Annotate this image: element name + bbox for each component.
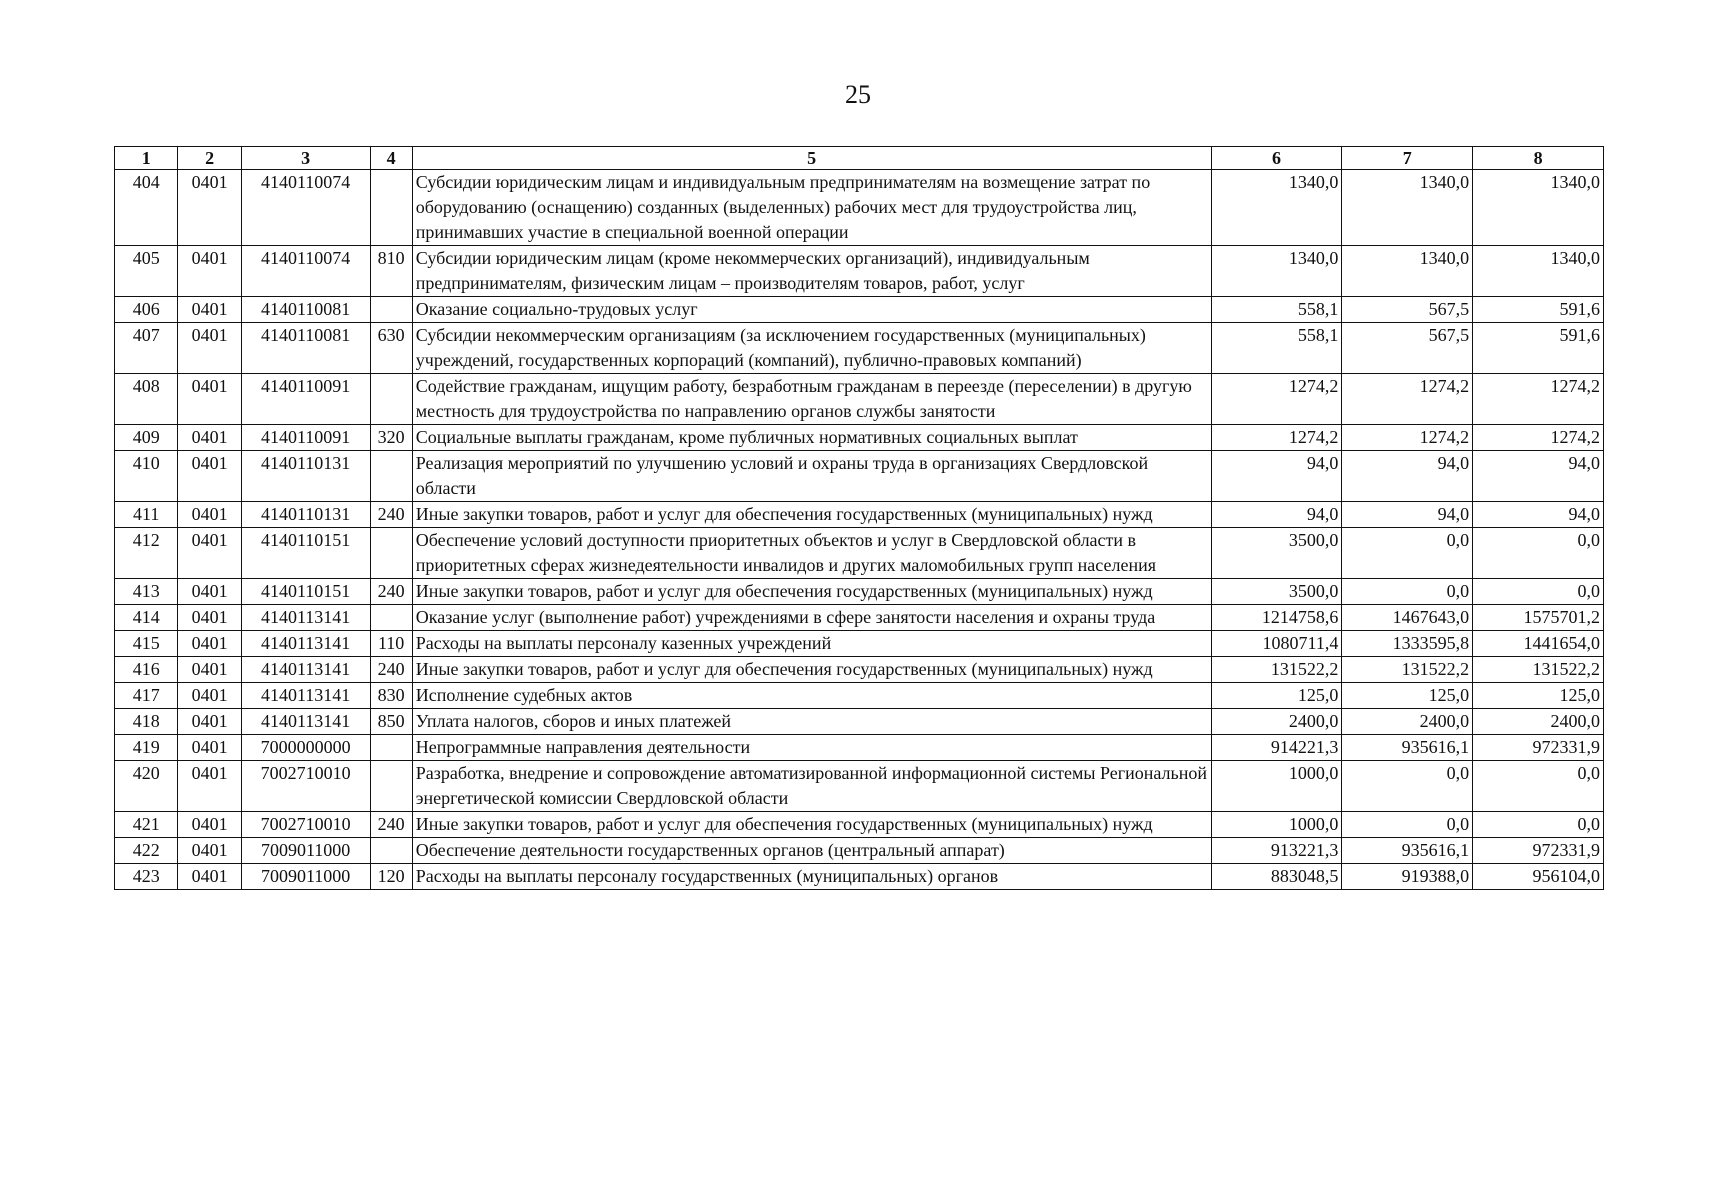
amount-col-6: 125,0: [1211, 683, 1342, 709]
section-code: 0401: [178, 425, 241, 451]
table-row: [115, 323, 1604, 374]
amount-col-6: 558,1: [1211, 323, 1342, 374]
amount-col-8: 0,0: [1473, 761, 1604, 812]
target-article-code: 7009011000: [241, 864, 370, 890]
expense-type-code: 240: [370, 579, 412, 605]
expense-type-code: [370, 761, 412, 812]
expense-type-code: 320: [370, 425, 412, 451]
amount-col-8: 0,0: [1473, 579, 1604, 605]
table-row: [115, 297, 1604, 323]
amount-col-7: 567,5: [1342, 297, 1473, 323]
row-description: Субсидии юридическим лицам и индивидуальным предпринимателям на возмещение затрат по оборудованию (оснащению) созданных (выделенных) рабочих мест для трудоустройства лиц, принимавших участие в специальной военной операции: [412, 170, 1211, 246]
amount-col-8: 1274,2: [1473, 425, 1604, 451]
section-code: 0401: [178, 838, 241, 864]
column-header: 5: [412, 147, 1211, 170]
table-row: [115, 657, 1604, 683]
amount-col-6: 1274,2: [1211, 374, 1342, 425]
target-article-code: 4140110151: [241, 528, 370, 579]
amount-col-8: 94,0: [1473, 451, 1604, 502]
amount-col-7: 567,5: [1342, 323, 1473, 374]
section-code: 0401: [178, 246, 241, 297]
table-body: [115, 170, 1604, 890]
table-row: [115, 709, 1604, 735]
table-row: [115, 761, 1604, 812]
section-code: 0401: [178, 735, 241, 761]
amount-col-8: 131522,2: [1473, 657, 1604, 683]
row-number: 413: [115, 579, 178, 605]
row-number: 421: [115, 812, 178, 838]
table-row: [115, 374, 1604, 425]
row-description: Субсидии юридическим лицам (кроме некоммерческих организаций), индивидуальным предпринимателям, физическим лицам – производителям товаров, работ, услуг: [412, 246, 1211, 297]
row-description: Непрограммные направления деятельности: [412, 735, 1211, 761]
amount-col-8: 1340,0: [1473, 170, 1604, 246]
expense-type-code: [370, 605, 412, 631]
amount-col-7: 1333595,8: [1342, 631, 1473, 657]
section-code: 0401: [178, 579, 241, 605]
target-article-code: 4140110091: [241, 425, 370, 451]
section-code: 0401: [178, 323, 241, 374]
amount-col-6: 1214758,6: [1211, 605, 1342, 631]
row-number: 406: [115, 297, 178, 323]
amount-col-8: 2400,0: [1473, 709, 1604, 735]
amount-col-6: 913221,3: [1211, 838, 1342, 864]
expense-type-code: 240: [370, 812, 412, 838]
target-article-code: 4140113141: [241, 683, 370, 709]
target-article-code: 7002710010: [241, 812, 370, 838]
section-code: 0401: [178, 605, 241, 631]
section-code: 0401: [178, 170, 241, 246]
amount-col-6: 1000,0: [1211, 812, 1342, 838]
table-row: [115, 683, 1604, 709]
target-article-code: 4140110131: [241, 451, 370, 502]
row-description: Оказание услуг (выполнение работ) учреждениями в сфере занятости населения и охраны труда: [412, 605, 1211, 631]
target-article-code: 4140113141: [241, 631, 370, 657]
target-article-code: 4140110151: [241, 579, 370, 605]
expense-type-code: [370, 451, 412, 502]
amount-col-8: 125,0: [1473, 683, 1604, 709]
section-code: 0401: [178, 631, 241, 657]
amount-col-6: 3500,0: [1211, 579, 1342, 605]
amount-col-7: 935616,1: [1342, 735, 1473, 761]
amount-col-7: 0,0: [1342, 528, 1473, 579]
table-row: [115, 451, 1604, 502]
expense-type-code: [370, 374, 412, 425]
amount-col-8: 0,0: [1473, 528, 1604, 579]
amount-col-6: 558,1: [1211, 297, 1342, 323]
column-header: 7: [1342, 147, 1473, 170]
amount-col-8: 972331,9: [1473, 735, 1604, 761]
amount-col-7: 2400,0: [1342, 709, 1473, 735]
row-number: 423: [115, 864, 178, 890]
section-code: 0401: [178, 502, 241, 528]
amount-col-8: 1340,0: [1473, 246, 1604, 297]
amount-col-8: 94,0: [1473, 502, 1604, 528]
row-description: Субсидии некоммерческим организациям (за исключением государственных (муниципальных) учреждений, государственных корпораций (компаний), публично-правовых компаний): [412, 323, 1211, 374]
expense-type-code: 630: [370, 323, 412, 374]
amount-col-6: 1340,0: [1211, 246, 1342, 297]
amount-col-8: 1274,2: [1473, 374, 1604, 425]
row-number: 422: [115, 838, 178, 864]
row-description: Оказание социально-трудовых услуг: [412, 297, 1211, 323]
amount-col-7: 935616,1: [1342, 838, 1473, 864]
section-code: 0401: [178, 761, 241, 812]
row-number: 419: [115, 735, 178, 761]
target-article-code: 4140110074: [241, 246, 370, 297]
row-number: 409: [115, 425, 178, 451]
row-description: Расходы на выплаты персоналу казенных учреждений: [412, 631, 1211, 657]
row-number: 417: [115, 683, 178, 709]
row-description: Иные закупки товаров, работ и услуг для обеспечения государственных (муниципальных) нужд: [412, 579, 1211, 605]
amount-col-6: 3500,0: [1211, 528, 1342, 579]
amount-col-7: 94,0: [1342, 502, 1473, 528]
row-description: Иные закупки товаров, работ и услуг для обеспечения государственных (муниципальных) нужд: [412, 502, 1211, 528]
row-description: Исполнение судебных актов: [412, 683, 1211, 709]
amount-col-6: 1080711,4: [1211, 631, 1342, 657]
row-description: Уплата налогов, сборов и иных платежей: [412, 709, 1211, 735]
table-row: [115, 502, 1604, 528]
row-number: 410: [115, 451, 178, 502]
section-code: 0401: [178, 683, 241, 709]
row-description: Социальные выплаты гражданам, кроме публичных нормативных социальных выплат: [412, 425, 1211, 451]
amount-col-7: 125,0: [1342, 683, 1473, 709]
section-code: 0401: [178, 864, 241, 890]
row-number: 415: [115, 631, 178, 657]
amount-col-8: 1441654,0: [1473, 631, 1604, 657]
amount-col-8: 591,6: [1473, 323, 1604, 374]
table-row: [115, 605, 1604, 631]
target-article-code: 4140110081: [241, 323, 370, 374]
section-code: 0401: [178, 451, 241, 502]
amount-col-6: 883048,5: [1211, 864, 1342, 890]
amount-col-8: 956104,0: [1473, 864, 1604, 890]
row-number: 408: [115, 374, 178, 425]
amount-col-7: 0,0: [1342, 579, 1473, 605]
target-article-code: 7009011000: [241, 838, 370, 864]
expense-type-code: 240: [370, 502, 412, 528]
row-number: 416: [115, 657, 178, 683]
expense-type-code: 850: [370, 709, 412, 735]
column-header: 4: [370, 147, 412, 170]
target-article-code: 7002710010: [241, 761, 370, 812]
amount-col-7: 131522,2: [1342, 657, 1473, 683]
row-description: Обеспечение деятельности государственных органов (центральный аппарат): [412, 838, 1211, 864]
row-number: 420: [115, 761, 178, 812]
row-description: Обеспечение условий доступности приоритетных объектов и услуг в Свердловской области в приоритетных сферах жизнедеятельности инвалидов и других маломобильных групп населения: [412, 528, 1211, 579]
amount-col-6: 94,0: [1211, 502, 1342, 528]
row-number: 404: [115, 170, 178, 246]
column-header: 8: [1473, 147, 1604, 170]
table-header-row: [115, 147, 1604, 170]
target-article-code: 7000000000: [241, 735, 370, 761]
target-article-code: 4140110091: [241, 374, 370, 425]
section-code: 0401: [178, 528, 241, 579]
row-description: Иные закупки товаров, работ и услуг для обеспечения государственных (муниципальных) нужд: [412, 657, 1211, 683]
table-row: [115, 838, 1604, 864]
expense-type-code: [370, 297, 412, 323]
amount-col-8: 591,6: [1473, 297, 1604, 323]
column-header: 1: [115, 147, 178, 170]
amount-col-8: 972331,9: [1473, 838, 1604, 864]
row-description: Иные закупки товаров, работ и услуг для обеспечения государственных (муниципальных) нужд: [412, 812, 1211, 838]
section-code: 0401: [178, 657, 241, 683]
expense-type-code: 120: [370, 864, 412, 890]
amount-col-6: 914221,3: [1211, 735, 1342, 761]
amount-col-7: 1274,2: [1342, 425, 1473, 451]
amount-col-6: 1274,2: [1211, 425, 1342, 451]
amount-col-6: 2400,0: [1211, 709, 1342, 735]
table-row: [115, 812, 1604, 838]
amount-col-8: 0,0: [1473, 812, 1604, 838]
column-header: 2: [178, 147, 241, 170]
target-article-code: 4140113141: [241, 605, 370, 631]
amount-col-7: 919388,0: [1342, 864, 1473, 890]
amount-col-6: 1340,0: [1211, 170, 1342, 246]
amount-col-7: 1467643,0: [1342, 605, 1473, 631]
table-row: [115, 864, 1604, 890]
expense-type-code: 110: [370, 631, 412, 657]
expense-type-code: 810: [370, 246, 412, 297]
amount-col-7: 1340,0: [1342, 170, 1473, 246]
amount-col-7: 0,0: [1342, 761, 1473, 812]
row-number: 412: [115, 528, 178, 579]
row-number: 414: [115, 605, 178, 631]
column-header: 3: [241, 147, 370, 170]
amount-col-7: 94,0: [1342, 451, 1473, 502]
table-row: [115, 425, 1604, 451]
column-header: 6: [1211, 147, 1342, 170]
target-article-code: 4140113141: [241, 709, 370, 735]
amount-col-6: 1000,0: [1211, 761, 1342, 812]
target-article-code: 4140110074: [241, 170, 370, 246]
amount-col-8: 1575701,2: [1473, 605, 1604, 631]
row-number: 418: [115, 709, 178, 735]
row-number: 411: [115, 502, 178, 528]
row-number: 405: [115, 246, 178, 297]
expense-type-code: [370, 838, 412, 864]
amount-col-7: 1340,0: [1342, 246, 1473, 297]
expense-type-code: [370, 735, 412, 761]
table-row: [115, 528, 1604, 579]
table-row: [115, 735, 1604, 761]
budget-table: [114, 146, 1604, 890]
table-row: [115, 631, 1604, 657]
page-number: 25: [845, 80, 871, 109]
amount-col-6: 94,0: [1211, 451, 1342, 502]
target-article-code: 4140110081: [241, 297, 370, 323]
target-article-code: 4140110131: [241, 502, 370, 528]
expense-type-code: [370, 528, 412, 579]
section-code: 0401: [178, 374, 241, 425]
table-row: [115, 246, 1604, 297]
row-number: 407: [115, 323, 178, 374]
row-description: Расходы на выплаты персоналу государственных (муниципальных) органов: [412, 864, 1211, 890]
amount-col-6: 131522,2: [1211, 657, 1342, 683]
amount-col-7: 1274,2: [1342, 374, 1473, 425]
section-code: 0401: [178, 709, 241, 735]
row-description: Реализация мероприятий по улучшению условий и охраны труда в организациях Свердловской области: [412, 451, 1211, 502]
expense-type-code: [370, 170, 412, 246]
section-code: 0401: [178, 812, 241, 838]
expense-type-code: 240: [370, 657, 412, 683]
table-row: [115, 170, 1604, 246]
amount-col-7: 0,0: [1342, 812, 1473, 838]
target-article-code: 4140113141: [241, 657, 370, 683]
expense-type-code: 830: [370, 683, 412, 709]
section-code: 0401: [178, 297, 241, 323]
table-row: [115, 579, 1604, 605]
row-description: Содействие гражданам, ищущим работу, безработным гражданам в переезде (переселении) в другую местность для трудоустройства по направлению органов службы занятости: [412, 374, 1211, 425]
row-description: Разработка, внедрение и сопровождение автоматизированной информационной системы Региональной энергетической комиссии Свердловской области: [412, 761, 1211, 812]
